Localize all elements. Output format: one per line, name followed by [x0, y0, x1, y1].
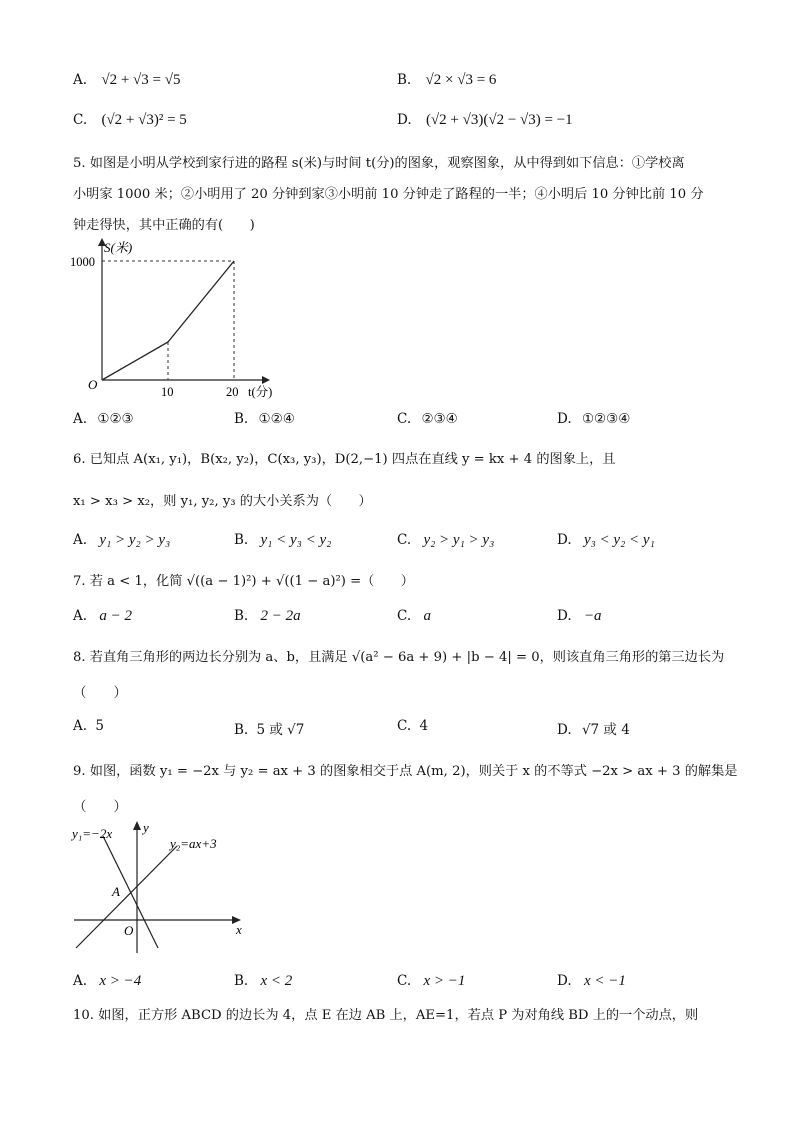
q8-stem-line2: （ ）	[73, 685, 127, 701]
q8-stem-line1: 8. 若直角三角形的两边长分别为 a、b，且满足 √(a² − 6a + 9) + |b − 4| = 0，则该直角三角形的第三边长为	[73, 650, 725, 665]
q4-option-d-expr: (√2 + √3)(√2 − √3) = −1	[425, 112, 573, 128]
q9-stem-line1: 9. 如图，函数 y₁ = −2x 与 y₂ = ax + 3 的图象相交于点 A(m, 2)，则关于 x 的不等式 −2x > ax + 3 的解集是	[73, 764, 738, 779]
q9-intersection-graph	[66, 818, 256, 960]
q5-option-a: A. ①②③	[73, 411, 134, 427]
q5-option-d: D. ①②③④	[557, 411, 631, 427]
q5-stem-line3: 钟走得快，其中正确的有( )	[73, 218, 255, 233]
q7-stem-line1: 7. 若 a < 1，化简 √((a − 1)²) + √((1 − a)²) =（ ）	[73, 574, 414, 589]
q6-stem-line2: x₁ > x₃ > x₂，则 y₁, y₂, y₃ 的大小关系为（ ）	[73, 494, 372, 509]
q6-option-a: A. y₁ > y₂ > y₃	[73, 532, 171, 548]
q6-stem-line1: 6. 已知点 A(x₁, y₁)，B(x₂, y₂)，C(x₃, y₃)，D(2,−1) 四点在直线 y = kx + 4 的图象上，且	[73, 452, 616, 467]
q9-option-b: B. x < 2	[234, 973, 293, 989]
q9-option-a: A. x > −4	[73, 973, 142, 989]
q5-stem-line2: 小明家 1000 米；②小明用了 20 分钟到家③小明前 10 分钟走了路程的一半；④小明后 10 分钟比前 10 分	[73, 187, 704, 202]
q5-distance-time-graph	[68, 236, 308, 404]
q10-stem-line1: 10. 如图，正方形 ABCD 的边长为 4，点 E 在边 AB 上，AE=1，若点 P 为对角线 BD 上的一个动点，则	[73, 1008, 699, 1023]
q5-option-c: C. ②③④	[397, 411, 458, 427]
q8-option-b: B. 5 或 √7	[234, 722, 305, 738]
q9-point-a: A	[112, 884, 120, 899]
q7-option-c: C. a	[397, 608, 431, 624]
q8-option-a: A. 5	[73, 718, 104, 734]
q5-x-tick-20: 20	[226, 385, 239, 399]
q9-y-axis-arrow	[133, 821, 141, 830]
q6-option-d: D. y₃ < y₂ < y₁	[557, 532, 655, 548]
q4-option-a: A. √2 + √3 = √5	[73, 72, 181, 88]
q5-x-axis-label: t(分)	[248, 385, 273, 399]
q9-option-c: C. x > −1	[397, 973, 466, 989]
q4-option-d: D. (√2 + √3)(√2 − √3) = −1	[397, 112, 573, 128]
q9-option-d: D. x < −1	[557, 973, 626, 989]
q6-option-b: B. y₁ < y₃ < y₂	[234, 532, 332, 548]
q4-option-b-expr: √2 × √3 = 6	[425, 72, 497, 88]
q4-option-c: C. (√2 + √3)² = 5	[73, 112, 187, 128]
q9-label-y2: y₂=ax+3	[170, 836, 217, 851]
q7-option-a: A. a − 2	[73, 608, 132, 624]
q5-option-b: B. ①②④	[234, 411, 295, 427]
q9-origin: O	[124, 923, 134, 938]
q7-option-b: B. 2 − 2a	[234, 608, 301, 624]
q5-y-axis-label: S(米)	[104, 240, 133, 255]
q5-x-tick-10: 10	[161, 385, 174, 399]
q7-option-d: D. −a	[557, 608, 602, 624]
q6-option-c: C. y₂ > y₁ > y₃	[397, 532, 495, 548]
q5-y-tick-1000: 1000	[70, 255, 95, 269]
q9-stem-line2: （ ）	[73, 799, 127, 815]
q4-option-c-expr: (√2 + √3)² = 5	[101, 112, 187, 128]
q9-y-label: y	[143, 820, 149, 835]
q4-option-a-expr: √2 + √3 = √5	[101, 72, 181, 88]
q8-option-d: D. √7 或 4	[557, 722, 630, 738]
q5-x-axis-arrow	[262, 376, 270, 384]
q5-stem-line1: 5. 如图是小明从学校到家行进的路程 s(米)与时间 t(分)的图象，观察图象，从中得到如下信息：①学校离	[73, 156, 685, 171]
q4-option-b: B. √2 × √3 = 6	[397, 72, 497, 88]
q9-label-y1: y₁=−2x	[72, 826, 113, 841]
q5-origin: O	[88, 377, 98, 392]
q9-x-label: x	[236, 922, 242, 937]
q8-option-c: C. 4	[397, 718, 429, 734]
